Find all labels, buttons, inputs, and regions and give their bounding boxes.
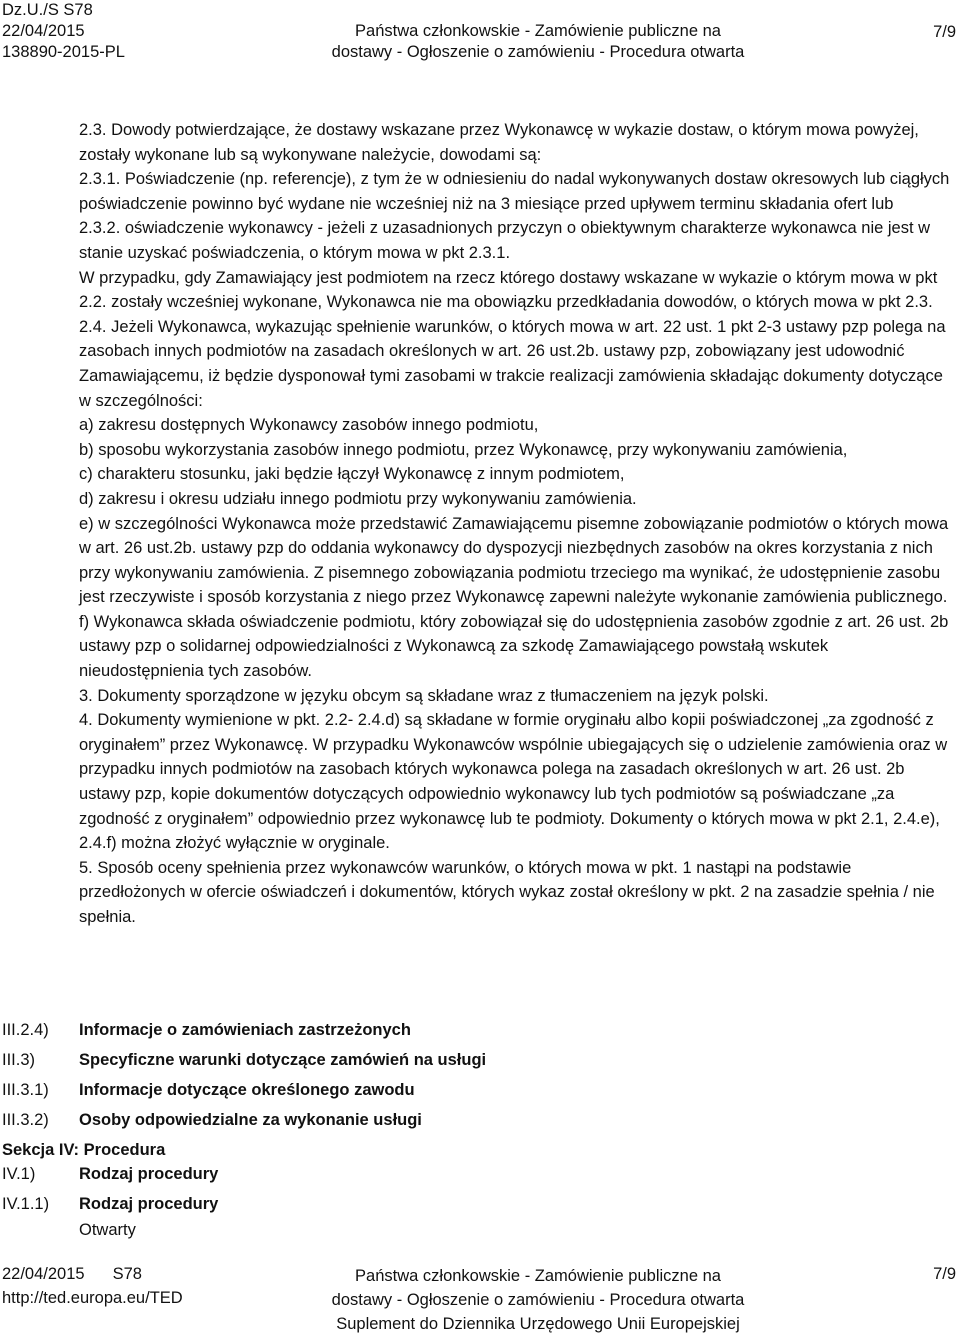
header-title-line2: dostawy - Ogłoszenie o zamówieniu - Procedura otwarta (331, 43, 745, 61)
page-footer (0, 1264, 960, 1333)
section-iii-3 (0, 1048, 960, 1072)
section-iv-1-1 (0, 1192, 960, 1216)
paragraph: 2.4. Jeżeli Wykonawca, wykazując spełnienie warunków, o których mowa w art. 22 ust. 1 pkt 2-3 ustawy pzp polega na zasobach innych podmiotów na zasadach określonych w art. 26 ust.2b. ustawy pzp, zobowiązany jest udowodnić Zamawiającemu, iż będzie dysponował tymi zasobami w trakcie realizacji zamówienia składając dokumenty dotyczące w szczególności: (79, 317, 946, 410)
section-title: Osoby odpowiedzialne za wykonanie usługi (79, 1111, 422, 1129)
document-body (79, 118, 955, 930)
footer-code: S78 (112, 1265, 142, 1283)
section-title: Informacje dotyczące określonego zawodu (79, 1081, 415, 1099)
footer-center (308, 1264, 768, 1336)
section-number: IV.1) (2, 1165, 36, 1183)
paragraph: 4. Dokumenty wymienione w pkt. 2.2- 2.4.d) są składane w formie oryginału albo kopii poświadczonej „za zgodność z oryginałem” przez Wykonawcę. W przypadku Wykonawców wspólnie ubiegających się o udzielenie zamówienia oraz w przypadku innych podmiotów na zasobach których wykonawca polega na zasadach określonych w art. 26 ust. 2b ustawy pzp, kopie dokumentów dotyczących odpowiednio wykonawcy lub tych podmiotów są poświadczane „za zgodność z oryginałem” odpowiednio przez wykonawcę lub te podmioty. Dokumenty o których mowa w pkt 2.1, 2.4.e), 2.4.f) można złożyć wyłącznie w oryginale. (79, 711, 948, 853)
paragraph: 2.3. Dowody potwierdzające, że dostawy wskazane przez Wykonawcę w wykazie dostaw, o którym mowa powyżej, zostały wykonane lub są wykonywane należycie, dowodami są: (79, 121, 919, 164)
footer-title-line2: dostawy - Ogłoszenie o zamówieniu - Procedura otwarta (331, 1291, 745, 1309)
paragraph: W przypadku, gdy Zamawiający jest podmiotem na rzecz którego dostawy wskazane w wykazie o którym mowa w pkt 2.2. zostały wcześniej wykonane, Wykonawca nie ma obowiązku przedkładania dowodów, o których mowa w pkt 2.3. (79, 268, 938, 312)
header-notice-id: 138890-2015-PL (2, 43, 125, 61)
section-number: III.3.2) (2, 1111, 49, 1129)
section-number: III.3) (2, 1051, 36, 1069)
header-title-line1: Państwa członkowskie - Zamówienie publiczne na (355, 22, 721, 40)
footer-date: 22/04/2015 (2, 1265, 85, 1283)
paragraph: d) zakresu i okresu udziału innego podmiotu przy wykonywaniu zamówienia. (79, 489, 637, 508)
section-iv-heading: Sekcja IV: Procedura (2, 1141, 166, 1159)
section-iii-3-1 (0, 1078, 960, 1102)
header-left (2, 0, 125, 63)
section-iii-2-4 (0, 1018, 960, 1042)
header-center (308, 21, 768, 63)
section-number: III.2.4) (2, 1021, 49, 1039)
paragraph: 2.3.1. Poświadczenie (np. referencje), z tym że w odniesieniu do nadal wykonywanych dostaw okresowych lub ciągłych poświadczenie powinno być wydane nie wcześniej niż na 3 miesiące przed upływem terminu składania ofert lub (79, 170, 950, 213)
footer-supplement: Suplement do Dziennika Urzędowego Unii Europejskiej (336, 1315, 740, 1333)
page-header (0, 0, 960, 60)
section-title: Informacje o zamówieniach zastrzeżonych (79, 1021, 411, 1039)
section-title: Rodzaj procedury (79, 1165, 219, 1183)
footer-title-line1: Państwa członkowskie - Zamówienie publiczne na (355, 1267, 721, 1285)
paragraph: c) charakteru stosunku, jaki będzie łączył Wykonawcę z innym podmiotem, (79, 465, 625, 484)
paragraph: 3. Dokumenty sporządzone w języku obcym są składane wraz z tłumaczeniem na język polski. (79, 686, 769, 705)
header-page-number: 7/9 (933, 23, 956, 41)
section-iii-3-2 (0, 1108, 960, 1132)
footer-left-line1 (2, 1264, 142, 1285)
paragraph: 2.3.2. oświadczenie wykonawcy - jeżeli z uzasadnionych przyczyn o obiektywnym charakterze wykonawca nie jest w stanie uzyskać poświadczenia, o którym mowa w pkt 2.3.1. (79, 219, 931, 262)
paragraph: 5. Sposób oceny spełnienia przez wykonawców warunków, o których mowa w pkt. 1 nastąpi na podstawie przedłożonych w ofercie oświadczeń i dokumentów, których wykaz został określony w pkt. 2 na zasadzie spełnia / nie spełnia. (79, 858, 935, 926)
procedure-value: Otwarty (79, 1221, 136, 1239)
paragraph: f) Wykonawca składa oświadczenie podmiotu, który zobowiązał się do udostępnienia zasobów zgodnie z art. 26 ust. 2b ustawy pzp o solidarnej odpowiedzialności z Wykonawcą za szkodę Zamawiającego powstałą wskutek nieudostępnienia tych zasobów. (79, 612, 949, 681)
footer-url: http://ted.europa.eu/TED (2, 1289, 183, 1307)
section-title: Specyficzne warunki dotyczące zamówień na usługi (79, 1051, 487, 1069)
section-title: Rodzaj procedury (79, 1195, 219, 1213)
header-date: 22/04/2015 (2, 22, 85, 40)
section-number: IV.1.1) (2, 1195, 50, 1213)
paragraph: a) zakresu dostępnych Wykonawcy zasobów innego podmiotu, (79, 416, 539, 435)
footer-page-number: 7/9 (933, 1265, 956, 1283)
header-journal-ref: Dz.U./S S78 (2, 1, 93, 19)
paragraph: e) w szczególności Wykonawca może przedstawić Zamawiającemu pisemne zobowiązanie podmiotów o których mowa w art. 26 ust.2b. ustawy pzp do oddania wykonawcy do dyspozycji niezbędnych zasobów na okres korzystania z nich przy wykonywaniu zamówienia. Z pisemnego zobowiązania podmiotu trzeciego ma wynikać, że udostępnienie zasobu jest rzeczywiste i sposób korzystania z niego przez Wykonawcę zapewni należyte wykonanie zamówienia publicznego. (79, 514, 949, 607)
section-iv-1 (0, 1162, 960, 1186)
paragraph: b) sposobu wykorzystania zasobów innego podmiotu, przez Wykonawcę, przy wykonywaniu zamówienia, (79, 440, 848, 459)
section-number: III.3.1) (2, 1081, 49, 1099)
